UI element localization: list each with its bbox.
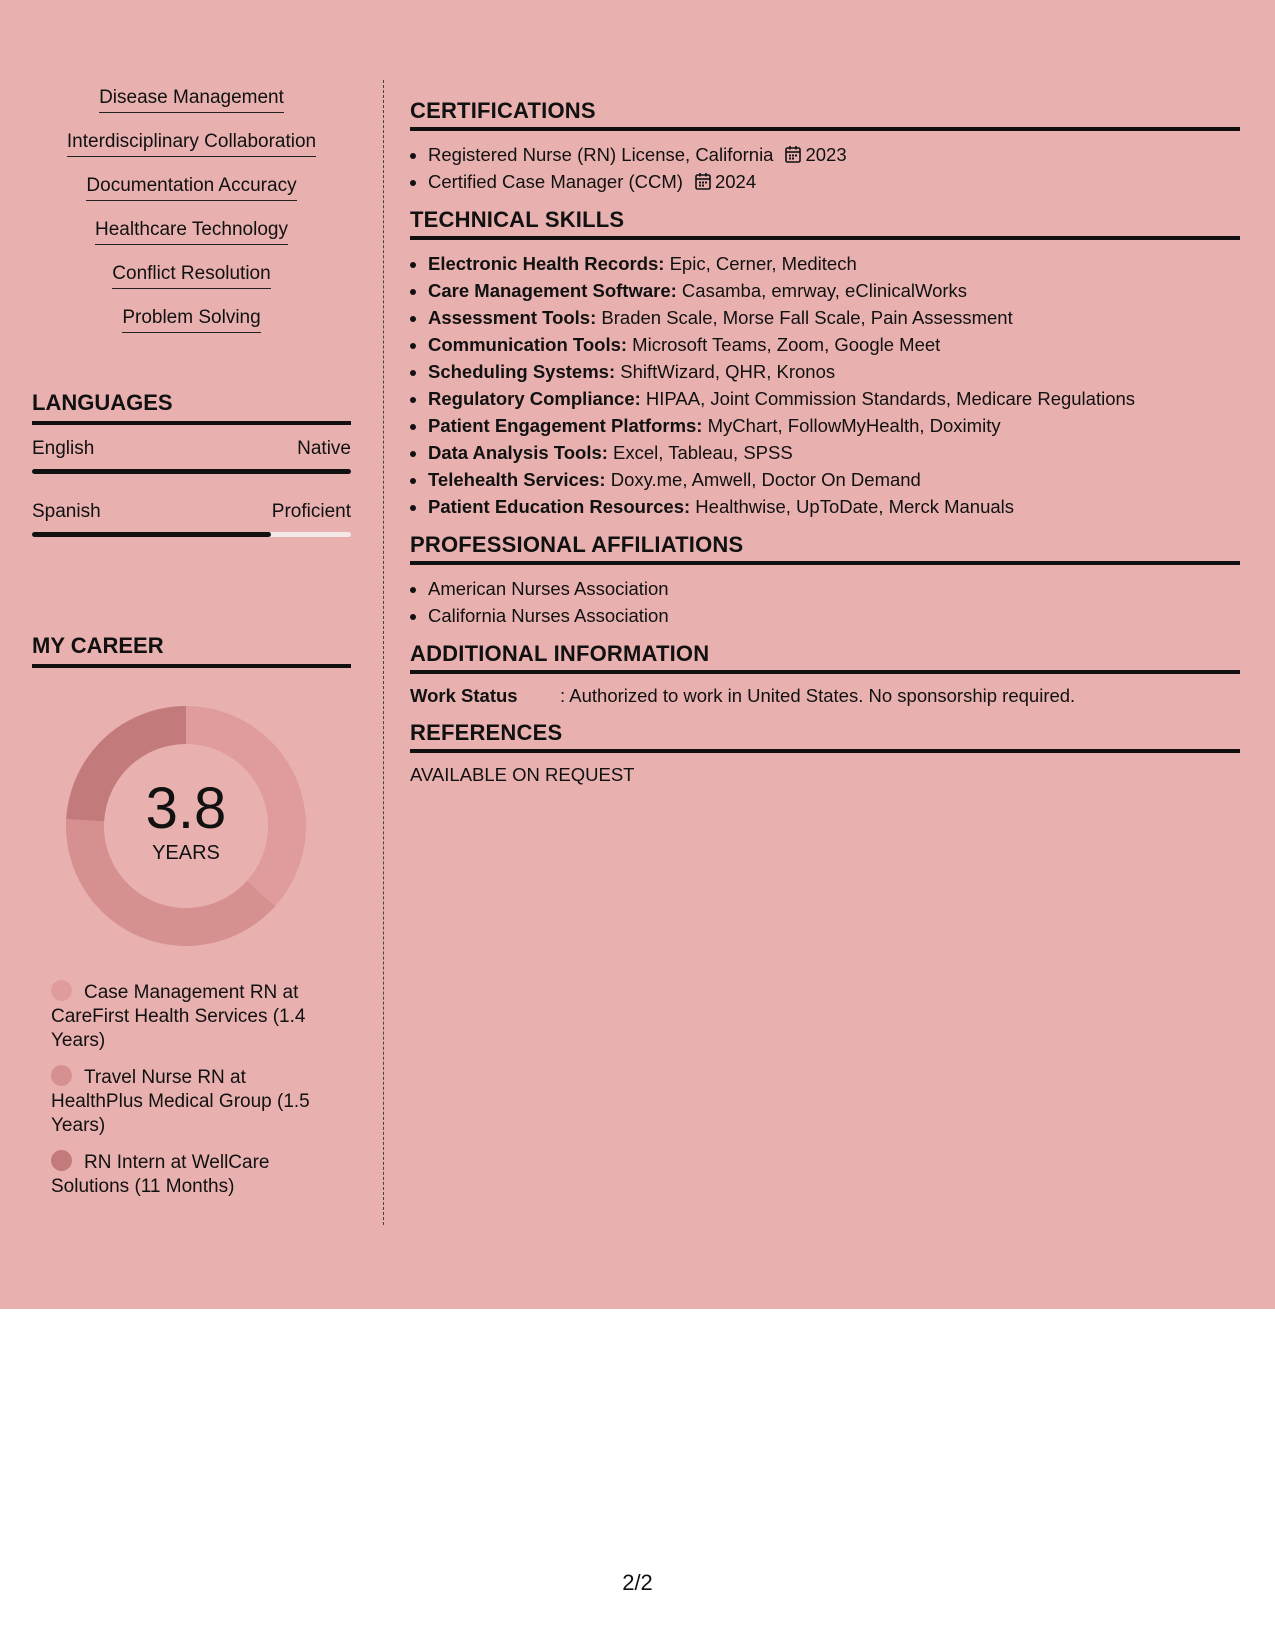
right-column	[410, 98, 1240, 799]
languages-title: LANGUAGES	[32, 390, 351, 425]
certifications-section	[410, 98, 1240, 195]
references-section	[410, 720, 1240, 787]
technical-skill-value: Casamba, emrway, eClinicalWorks	[676, 280, 968, 301]
technical-skill-item	[428, 466, 1240, 493]
legend-item	[51, 1065, 321, 1138]
technical-skill-value: HIPAA, Joint Commission Standards, Medicare Regulations	[640, 388, 1136, 409]
language-bar-fill	[32, 532, 271, 537]
technical-skill-value: Microsoft Teams, Zoom, Google Meet	[627, 334, 941, 355]
legend-dot	[51, 980, 72, 1001]
technical-skill-item	[428, 277, 1240, 304]
legend-label: Case Management RN at CareFirst Health Services (1.4 Years)	[51, 982, 306, 1051]
technical-skill-item	[428, 493, 1240, 520]
technical-skill-value: Epic, Cerner, Meditech	[664, 253, 857, 274]
affiliation-item: • American Nurses Association	[428, 575, 1240, 602]
skill-item: Interdisciplinary Collaboration	[67, 130, 316, 157]
legend-item	[51, 1150, 321, 1199]
page-number: 2/2	[622, 1570, 653, 1595]
certification-year: 2023	[805, 144, 847, 165]
language-item	[32, 437, 351, 474]
career-section	[32, 633, 351, 1211]
certifications-title: CERTIFICATIONS	[410, 98, 1240, 131]
additional-info-title: ADDITIONAL INFORMATION	[410, 641, 1240, 674]
additional-info-section	[410, 641, 1240, 708]
language-item	[32, 500, 351, 537]
technical-skill-value: Excel, Tableau, SPSS	[607, 442, 793, 463]
technical-skill-key: Assessment Tools:	[428, 307, 597, 328]
languages-section	[32, 390, 351, 563]
language-bar	[32, 532, 351, 537]
language-name: Spanish	[32, 501, 101, 522]
certification-name: Registered Nurse (RN) License, California	[428, 144, 774, 165]
work-status-key: Work Status	[410, 685, 518, 706]
skill-item: Documentation Accuracy	[86, 174, 296, 201]
language-level: Proficient	[271, 501, 351, 522]
technical-skill-key: Scheduling Systems:	[428, 361, 616, 382]
language-bar-fill	[32, 469, 351, 474]
references-title: REFERENCES	[410, 720, 1240, 753]
technical-skills-section	[410, 207, 1240, 520]
career-total-unit: YEARS	[152, 841, 220, 864]
left-column	[32, 86, 351, 1197]
technical-skill-key: Regulatory Compliance:	[428, 388, 641, 409]
language-name: English	[32, 438, 95, 459]
skill-item: Problem Solving	[122, 306, 260, 333]
technical-skill-key: Patient Engagement Platforms:	[428, 415, 703, 436]
technical-skill-item	[428, 439, 1240, 466]
technical-skill-item	[428, 358, 1240, 385]
legend-item	[51, 980, 321, 1053]
skill-item: Conflict Resolution	[112, 262, 270, 289]
column-divider	[383, 80, 384, 1225]
legend-label: Travel Nurse RN at HealthPlus Medical Group (1.5 Years)	[51, 1067, 310, 1136]
career-donut	[66, 706, 306, 946]
calendar-icon	[695, 172, 711, 190]
technical-skill-key: Data Analysis Tools:	[428, 442, 608, 463]
technical-skill-value: MyChart, FollowMyHealth, Doximity	[702, 415, 1001, 436]
work-status-value: : Authorized to work in United States. No sponsorship required.	[560, 685, 1076, 706]
technical-skill-value: ShiftWizard, QHR, Kronos	[615, 361, 836, 382]
language-level: Native	[297, 438, 351, 459]
technical-skill-key: Patient Education Resources:	[428, 496, 691, 517]
technical-skill-item	[428, 331, 1240, 358]
calendar-icon	[785, 145, 801, 163]
language-bar	[32, 469, 351, 474]
work-status-row	[410, 684, 1240, 708]
technical-skill-item	[428, 304, 1240, 331]
skill-item: Healthcare Technology	[95, 218, 288, 245]
technical-skill-item	[428, 385, 1240, 412]
technical-skill-value: Braden Scale, Morse Fall Scale, Pain Assessment	[596, 307, 1013, 328]
legend-dot	[51, 1065, 72, 1086]
affiliations-section	[410, 532, 1240, 629]
technical-skill-key: Electronic Health Records:	[428, 253, 665, 274]
career-total-value: 3.8	[145, 775, 227, 841]
certification-item	[428, 141, 1240, 168]
certification-year: 2024	[714, 171, 757, 192]
technical-skill-key: Care Management Software:	[428, 280, 677, 301]
technical-skill-item	[428, 412, 1240, 439]
affiliation-item: • California Nurses Association	[428, 602, 1240, 629]
certification-name: Certified Case Manager (CCM)	[428, 171, 683, 192]
legend-label: RN Intern at WellCare Solutions (11 Months)	[51, 1152, 270, 1197]
career-legend	[51, 980, 321, 1199]
technical-skills-title: TECHNICAL SKILLS	[410, 207, 1240, 240]
technical-skill-key: Communication Tools:	[428, 334, 628, 355]
technical-skill-item	[428, 250, 1240, 277]
skill-item: Disease Management	[99, 86, 284, 113]
references-text: AVAILABLE ON REQUEST	[410, 764, 635, 785]
skills-list	[32, 86, 351, 350]
technical-skill-key: Telehealth Services:	[428, 469, 606, 490]
technical-skill-value: Healthwise, UpToDate, Merck Manuals	[690, 496, 1015, 517]
technical-skill-value: Doxy.me, Amwell, Doctor On Demand	[605, 469, 921, 490]
certification-item	[428, 168, 1240, 195]
affiliations-title: PROFESSIONAL AFFILIATIONS	[410, 532, 1240, 565]
career-title: MY CAREER	[32, 633, 351, 668]
legend-dot	[51, 1150, 72, 1171]
